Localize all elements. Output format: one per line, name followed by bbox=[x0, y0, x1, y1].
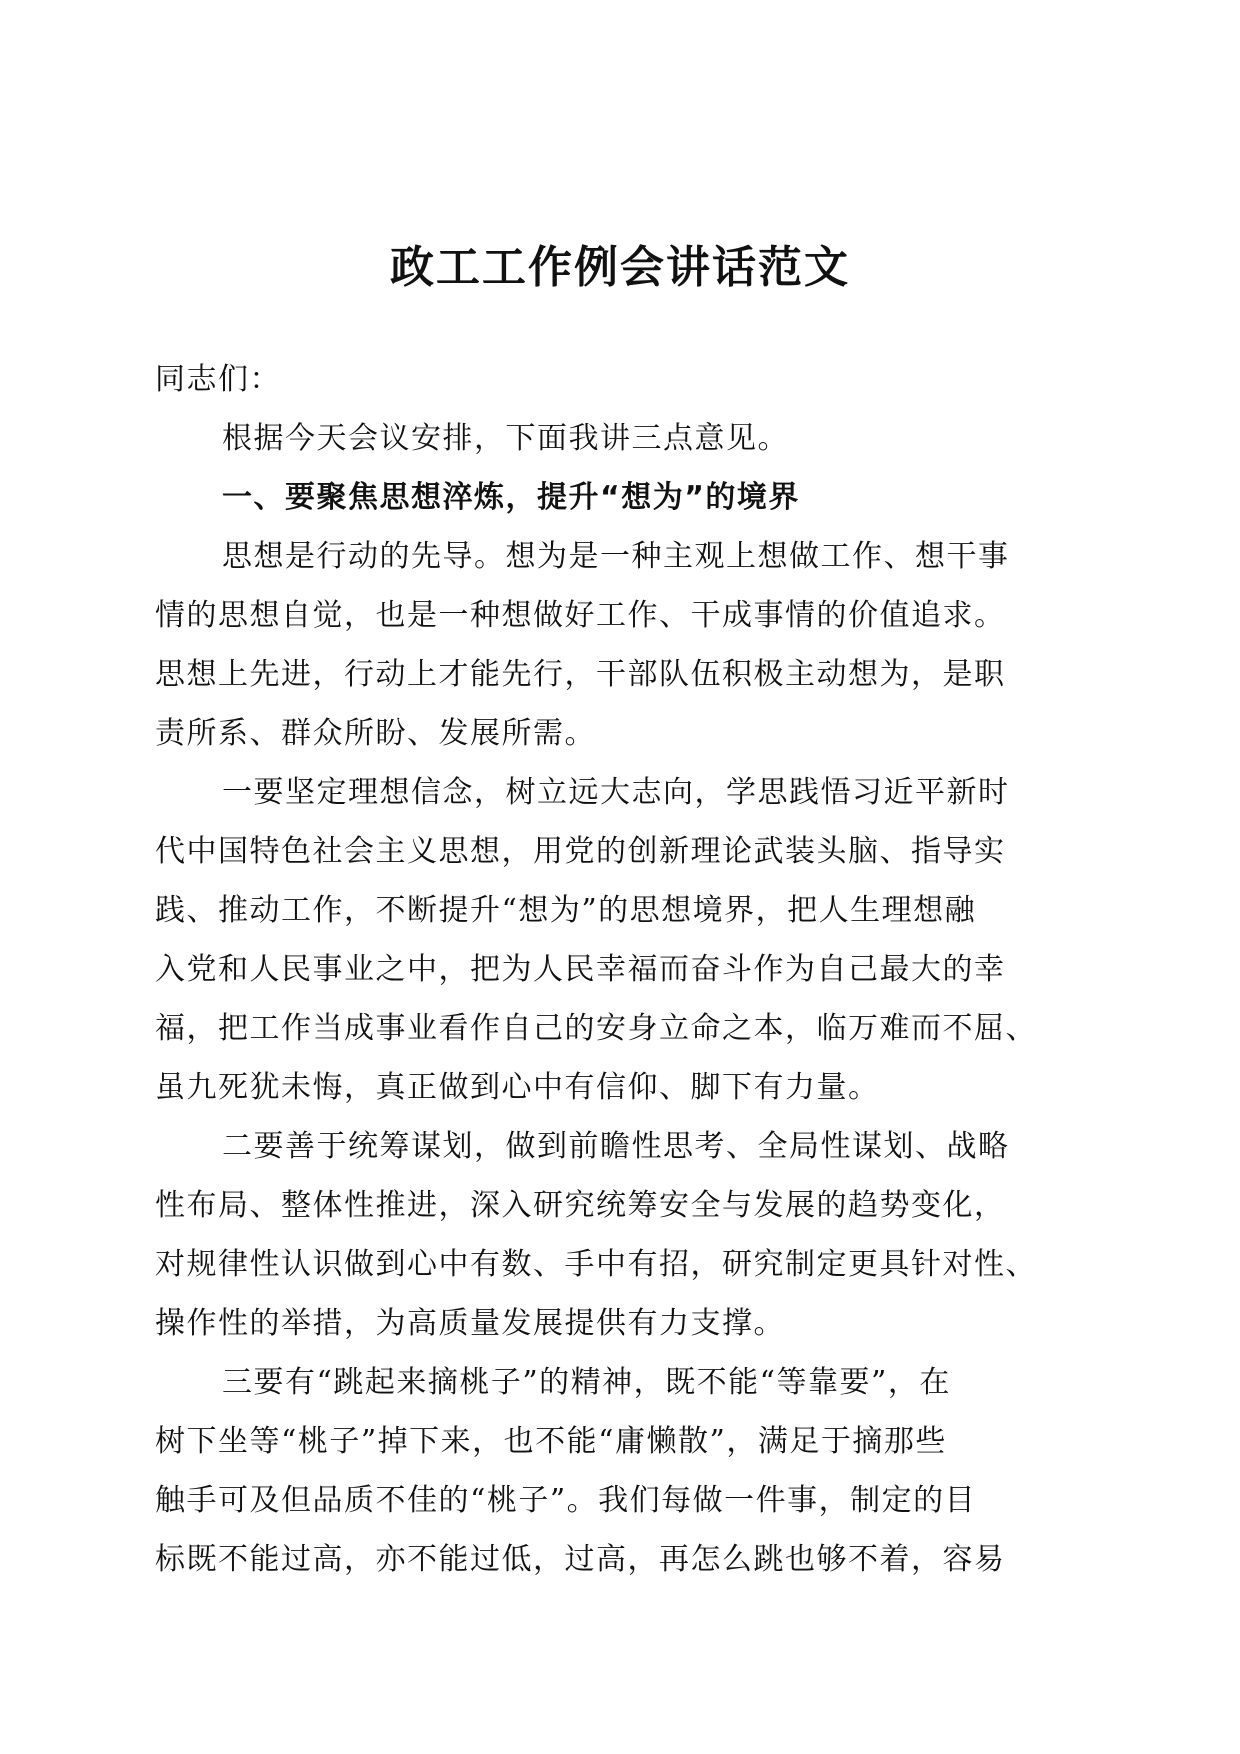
text-line: 思想上先进，行动上才能先行，干部队伍积极主动想为，是职 bbox=[155, 657, 1006, 692]
text-line: 践、推动工作，不断提升“想为”的思想境界，把人生理想融 bbox=[155, 893, 977, 928]
text-line: 三要有“跳起来摘桃子”的精神，既不能“等靠要”，在 bbox=[222, 1365, 951, 1400]
text-line: 责所系、群众所盼、发展所需。 bbox=[155, 716, 596, 751]
text-line: 福，把工作当成事业看作自己的安身立命之本，临万难而不屈、 bbox=[155, 1011, 1037, 1046]
text-line: 虽九死犹未悔，真正做到心中有信仰、脚下有力量。 bbox=[155, 1070, 880, 1105]
text-line: 性布局、整体性推进，深入研究统筹安全与发展的趋势变化， bbox=[155, 1188, 1006, 1223]
text-line: 同志们： bbox=[155, 362, 281, 397]
text-line: 二要善于统筹谋划，做到前瞻性思考、全局性谋划、战略 bbox=[222, 1129, 1010, 1164]
section-heading-line: 一、要聚焦思想淬炼，提升“想为”的境界 bbox=[222, 480, 800, 515]
document-title: 政工工作例会讲话范文 bbox=[390, 242, 850, 293]
text-line: 对规律性认识做到心中有数、手中有招，研究制定更具针对性、 bbox=[155, 1247, 1037, 1282]
text-line: 一要坚定理想信念，树立远大志向，学思践悟习近平新时 bbox=[222, 775, 1010, 810]
text-line: 代中国特色社会主义思想，用党的创新理论武装头脑、指导实 bbox=[155, 834, 1006, 869]
text-line: 根据今天会议安排，下面我讲三点意见。 bbox=[222, 421, 789, 456]
text-line: 标既不能过高，亦不能过低，过高，再怎么跳也够不着，容易 bbox=[155, 1542, 1006, 1577]
text-line: 操作性的举措，为高质量发展提供有力支撑。 bbox=[155, 1306, 785, 1341]
text-line: 情的思想自觉，也是一种想做好工作、干成事情的价值追求。 bbox=[155, 598, 1006, 633]
text-line: 树下坐等“桃子”掉下来，也不能“庸懒散”，满足于摘那些 bbox=[155, 1424, 947, 1459]
text-line: 思想是行动的先导。想为是一种主观上想做工作、想干事 bbox=[222, 539, 1010, 574]
text-line: 入党和人民事业之中，把为人民幸福而奋斗作为自己最大的幸 bbox=[155, 952, 1006, 987]
text-line: 触手可及但品质不佳的“桃子”。我们每做一件事，制定的目 bbox=[155, 1483, 977, 1518]
document-body bbox=[155, 350, 1075, 1589]
